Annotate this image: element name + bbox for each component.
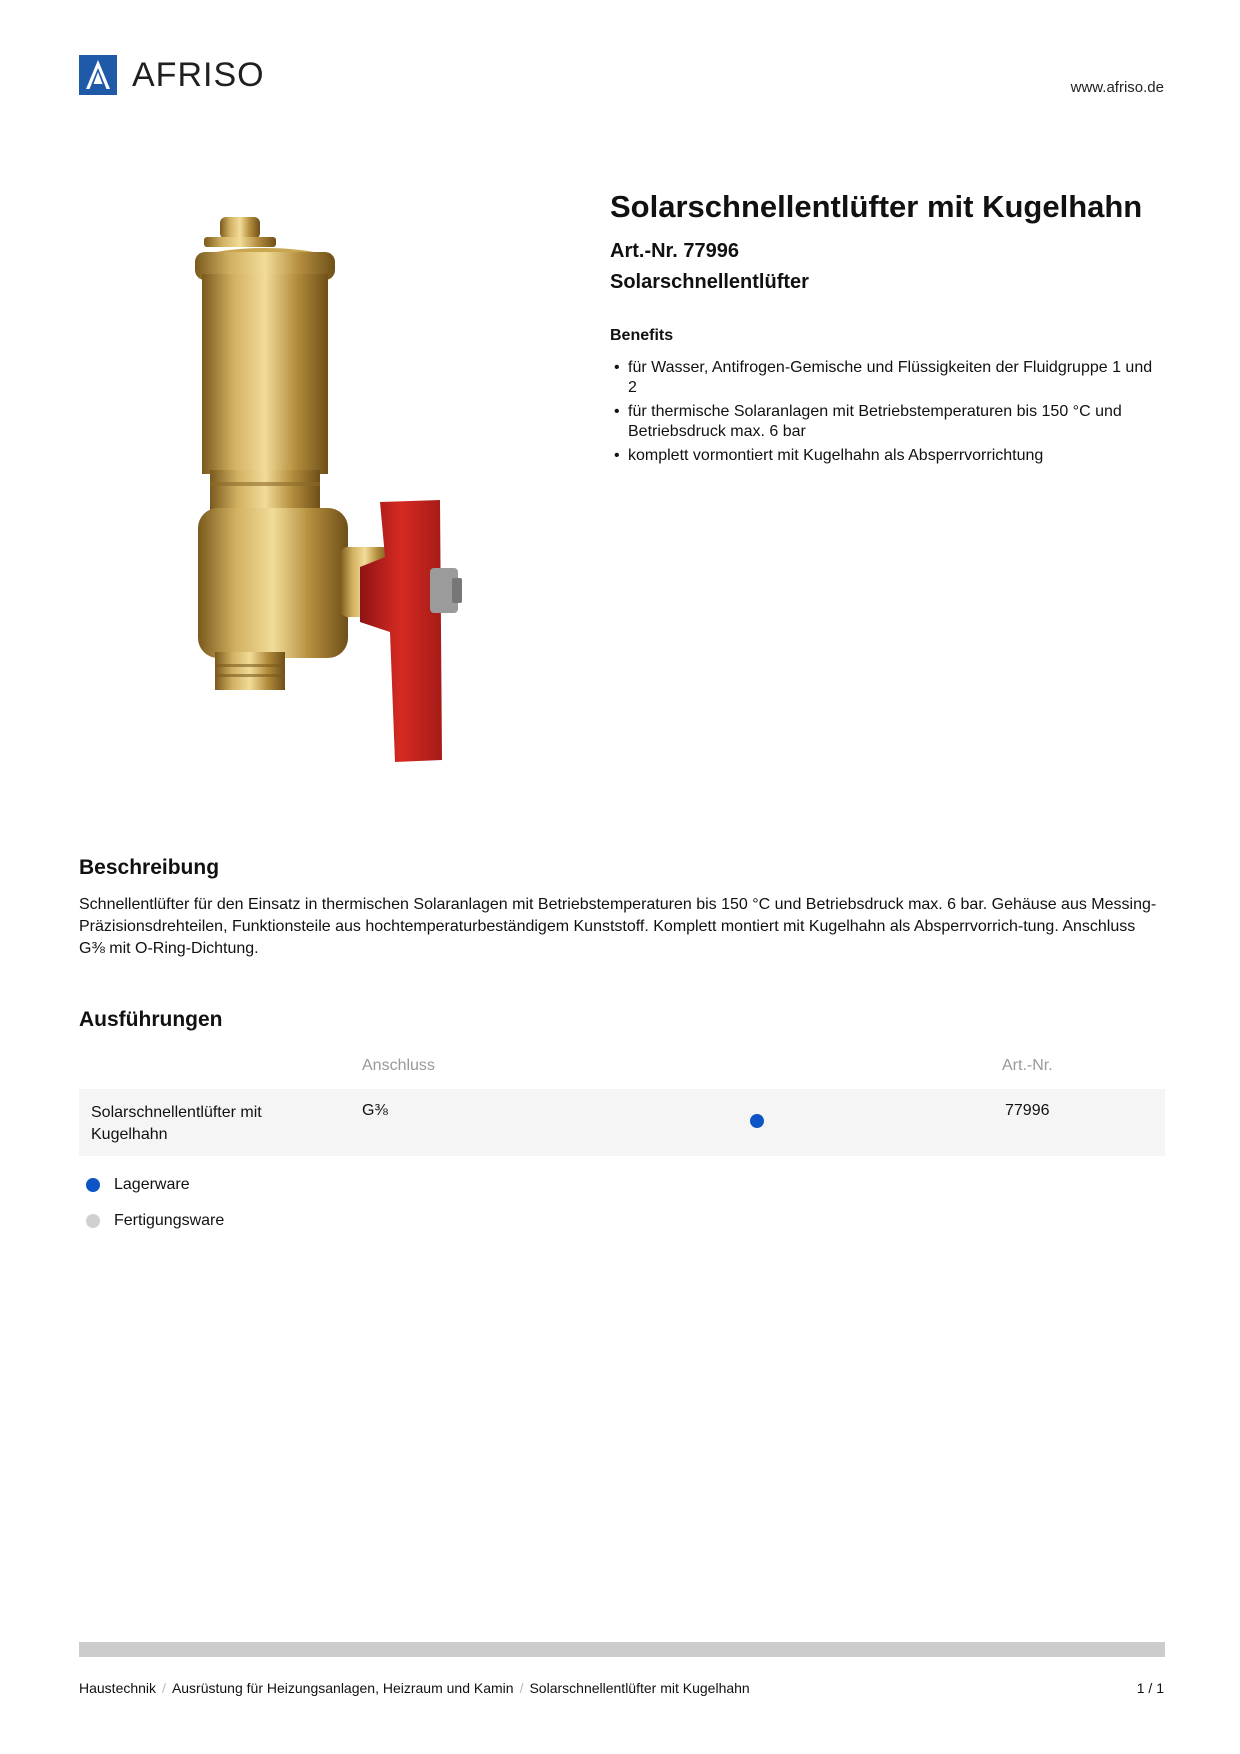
logo-wordmark: AFRISO [132,56,265,94]
footer-divider [79,1642,1165,1657]
column-header-art-nr: Art.-Nr. [1002,1057,1053,1074]
website-link[interactable]: www.afriso.de [1070,79,1164,96]
product-image [190,212,490,768]
breadcrumb-separator: / [519,1680,524,1696]
page-number: 1 / 1 [1136,1680,1164,1696]
afriso-logo [79,55,265,95]
product-subtitle: Solarschnellentlüfter [610,271,809,293]
description-heading: Beschreibung [79,856,220,879]
table-row [79,1089,1165,1156]
legend-label: Fertigungsware [114,1212,225,1229]
fertigungsware-dot-icon [86,1214,100,1228]
variants-heading: Ausführungen [79,1008,223,1031]
stock-status-dot-icon [750,1114,764,1128]
legend-label: Lagerware [114,1176,190,1193]
article-number: Art.-Nr. 77996 [610,240,739,262]
breadcrumb [79,1680,750,1696]
column-header-anschluss: Anschluss [362,1057,435,1074]
benefit-item: • für thermische Solaranlagen mit Betriebstemperaturen bis 150 °C und Betriebsdruck max. 6 bar [614,402,1154,442]
legend-item-lagerware [86,1176,190,1194]
legend-item-fertigungsware [86,1212,224,1230]
breadcrumb-separator: / [162,1680,166,1696]
afriso-logo-icon [79,55,117,95]
breadcrumb-item[interactable]: Solarschnellentlüfter mit Kugelhahn [529,1680,750,1696]
breadcrumb-item[interactable]: Haustechnik [79,1680,157,1696]
benefits-list [614,358,1154,470]
benefit-item: • komplett vormontiert mit Kugelhahn als Absperrvorrichtung [614,446,1154,466]
lagerware-dot-icon [86,1178,100,1192]
description-text: Schnellentlüfter für den Einsatz in thermischen Solaranlagen mit Betriebstemperaturen bis 150 °C und Betriebsdruck max. 6 bar. Gehäuse aus Messing-Präzisionsdrehteilen, Funktionsteile aus hochtemperaturbeständigem Kunststoff. Komplett montiert mit Kugelhahn als Absperrvorrich-tung. Anschluss G⅜ mit O-Ring-Dichtung. [79,896,1157,957]
breadcrumb-item[interactable]: Ausrüstung für Heizungsanlagen, Heizraum und Kamin [171,1680,514,1696]
benefit-item: • für Wasser, Antifrogen-Gemische und Flüssigkeiten der Fluidgruppe 1 und 2 [614,358,1154,398]
variant-name: Solarschnellentlüfter mit Kugelhahn [91,1104,262,1143]
variant-art-nr: 77996 [1005,1102,1050,1119]
variant-anschluss: G⅜ [362,1102,388,1119]
product-title: Solarschnellentlüfter mit Kugelhahn [610,189,1143,224]
benefits-heading: Benefits [610,327,674,344]
